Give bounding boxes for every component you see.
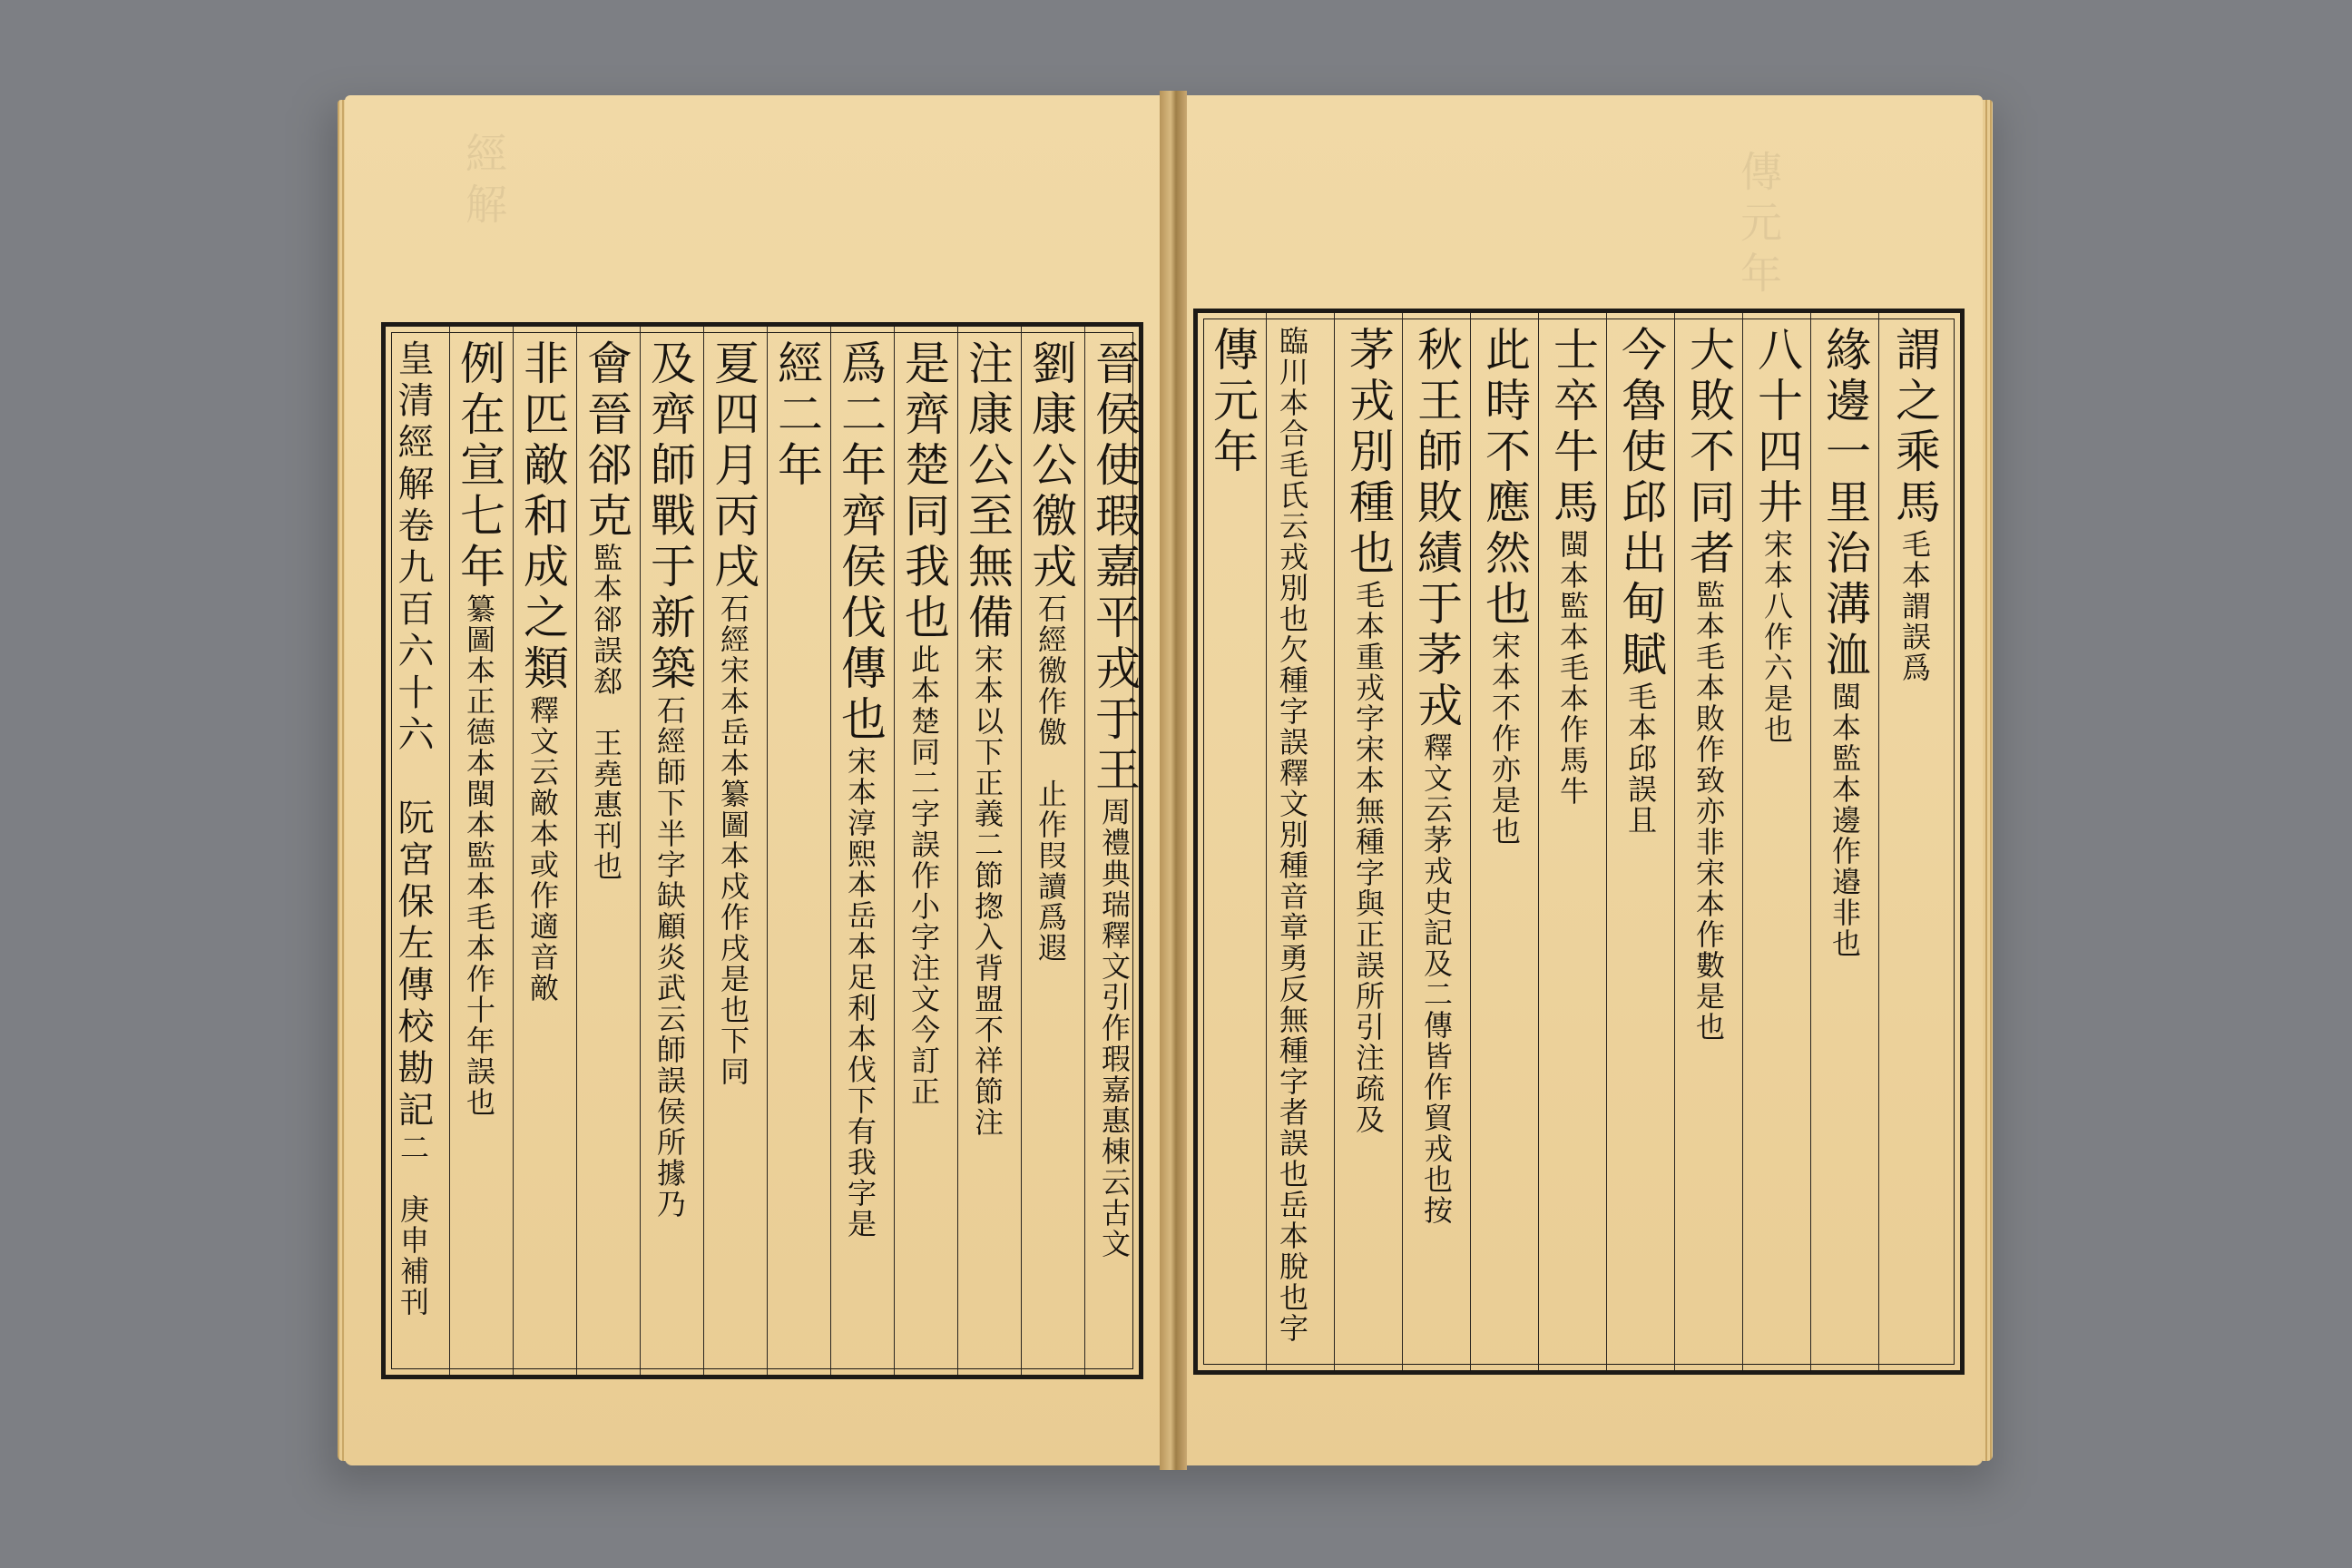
show-through-text: 傳元年 [1734, 150, 1783, 302]
text-column: 會晉郤克監本郤誤郄 王堯惠刊也 [580, 339, 632, 882]
section-heading: 傳元年 [1206, 326, 1259, 478]
text-column: 爲二年齊侯伐傳也宋本淳熙本岳本足利本伐下有我字是 [834, 339, 887, 1240]
text-column: 非匹敵和成之類釋文云敵本或作適音敵 [516, 339, 569, 1004]
text-column: 茅戎別種也毛本重戎字宋本無種字與正誤所引注疏及 [1342, 326, 1395, 1135]
right-text-frame [1193, 309, 1965, 1375]
section-heading: 經二年 [770, 339, 823, 492]
text-column: 謂之乘馬毛本謂誤爲 [1888, 326, 1941, 683]
text-column: 大敗不同者監本毛本敗作致亦非宋本作數是也 [1682, 326, 1735, 1043]
left-text-frame [381, 322, 1143, 1379]
text-column: 此時不應然也宋本不作亦是也 [1478, 326, 1531, 847]
text-column: 劉康公徼戎石經徼作儌 止作叚讀爲遐 [1024, 339, 1077, 964]
text-column: 臨川本合毛氏云戎別也欠種字誤釋文別種音章勇反無種字者誤也岳本脫也字 [1275, 326, 1309, 1344]
text-column: 例在宣七年纂圖本正德本閩本監本毛本作十年誤也 [453, 339, 505, 1118]
margin-title: 皇清經解卷九百六十六 阮宮保左傳校勘記二 庚申補刊 [392, 339, 434, 1318]
text-column: 士卒牛馬閩本監本毛本作馬牛 [1546, 326, 1599, 807]
text-column: 及齊師戰于新築石經師下半字缺顧炎武云師誤侯所據乃 [643, 339, 696, 1220]
show-through-text: 經解 [459, 132, 508, 233]
text-column: 緣邊一里治溝洫閩本監本邊作邉非也 [1818, 326, 1871, 959]
text-column: 夏四月丙戌石經宋本岳本纂圖本戍作戌是也下同 [707, 339, 760, 1087]
text-column: 是齊楚同我也此本楚同二字誤作小字注文今訂正 [897, 339, 950, 1107]
text-column: 八十四井宋本八作六是也 [1750, 326, 1803, 745]
text-column: 注康公至無備宋本以下正義二節揔入背盟不祥節注 [961, 339, 1014, 1138]
text-column: 晉侯使瑕嘉平戎于王周禮典瑞釋文引作瑕嘉惠棟云古文 [1088, 339, 1141, 1259]
text-column: 秋王師敗績于茅戎釋文云茅戎史記及二傳皆作貿戎也按 [1410, 326, 1463, 1226]
text-column: 今魯使邱出甸賦毛本邱誤且 [1614, 326, 1667, 836]
book-gutter [1160, 91, 1187, 1470]
